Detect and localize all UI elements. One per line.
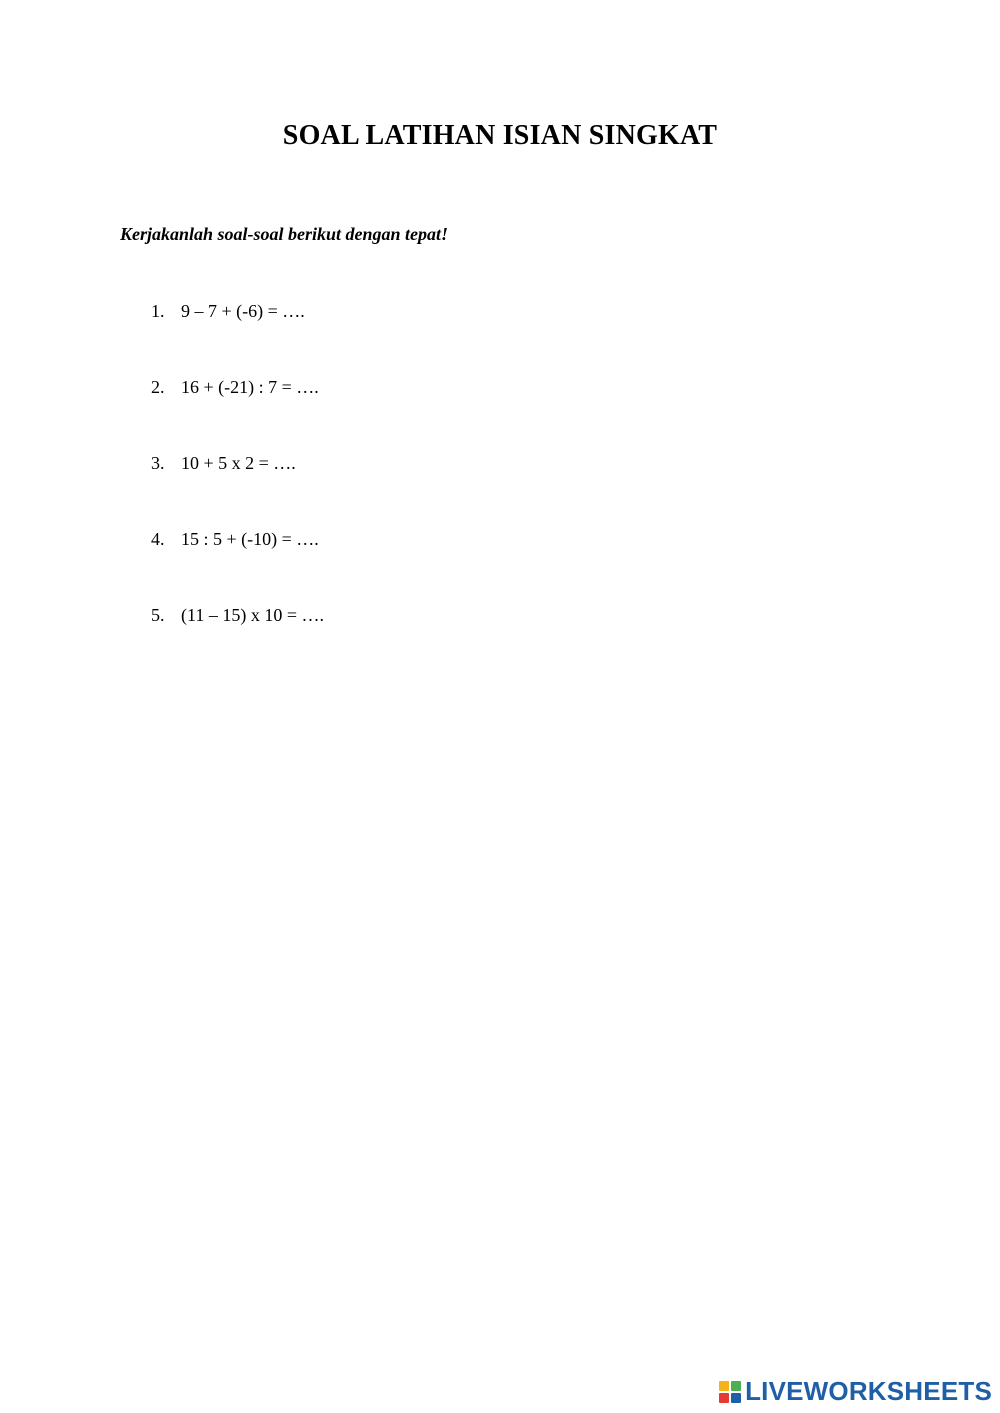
question-item: [151, 376, 324, 452]
logo-text: LIVEWORKSHEETS: [745, 1376, 992, 1406]
question-number: 5.: [151, 605, 165, 625]
question-number: 2.: [151, 377, 165, 397]
question-text: 16 + (-21) : 7 = ….: [181, 377, 319, 397]
question-text: 10 + 5 x 2 = ….: [181, 453, 296, 473]
logo-square: [731, 1381, 741, 1391]
logo-square: [719, 1381, 729, 1391]
instruction-text: Kerjakanlah soal-soal berikut dengan tepat!: [120, 224, 449, 244]
question-item: [151, 452, 324, 528]
question-list: [151, 300, 324, 680]
question-item: [151, 604, 324, 680]
question-number: 3.: [151, 453, 165, 473]
question-number: 4.: [151, 529, 165, 549]
liveworksheets-logo: [719, 1376, 992, 1407]
question-text: 9 – 7 + (-6) = ….: [181, 301, 305, 321]
page-title: SOAL LATIHAN ISIAN SINGKAT: [282, 120, 718, 151]
logo-square: [731, 1393, 741, 1403]
question-item: [151, 528, 324, 604]
logo-square: [719, 1393, 729, 1403]
question-item: [151, 300, 324, 376]
question-text: (11 – 15) x 10 = ….: [181, 605, 324, 625]
question-text: 15 : 5 + (-10) = ….: [181, 529, 319, 549]
question-number: 1.: [151, 301, 165, 321]
liveworksheets-logo-icon: [719, 1381, 741, 1403]
